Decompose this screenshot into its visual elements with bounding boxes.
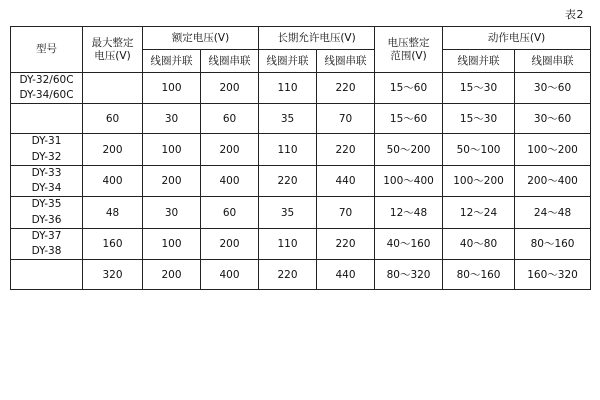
cell-max-setting-voltage: 160 xyxy=(83,228,143,259)
cell-action-parallel: 12～24 xyxy=(443,197,515,228)
header-voltage-setting-range-line2: 范围(V) xyxy=(390,49,427,62)
model-label: DY-36 xyxy=(31,213,62,226)
model-label: DY-34 xyxy=(31,182,62,195)
cell-action-parallel: 80～160 xyxy=(443,260,515,290)
cell-rated-parallel: 30 xyxy=(143,104,201,134)
cell-action-series: 100～200 xyxy=(515,134,591,165)
cell-allowed-parallel: 220 xyxy=(259,165,317,196)
cell-action-parallel: 40～80 xyxy=(443,228,515,259)
cell-action-parallel: 100～200 xyxy=(443,165,515,196)
relay-spec-table xyxy=(10,26,591,290)
cell-action-series: 24～48 xyxy=(515,197,591,228)
model-cell xyxy=(11,228,83,259)
cell-rated-series: 400 xyxy=(201,260,259,290)
cell-max-setting-voltage xyxy=(83,73,143,104)
header-max-setting-voltage xyxy=(83,27,143,73)
cell-rated-series: 60 xyxy=(201,104,259,134)
header-voltage-setting-range xyxy=(375,27,443,73)
table-header-row-top xyxy=(11,27,591,50)
model-label: DY-35 xyxy=(31,198,62,211)
cell-allowed-series: 220 xyxy=(317,228,375,259)
cell-max-setting-voltage: 200 xyxy=(83,134,143,165)
model-label: DY-33 xyxy=(31,166,62,179)
table-row xyxy=(11,104,591,134)
header-model: 型号 xyxy=(11,27,83,73)
cell-action-series: 160～320 xyxy=(515,260,591,290)
cell-allowed-series: 440 xyxy=(317,260,375,290)
cell-rated-parallel: 100 xyxy=(143,228,201,259)
cell-setting-range: 12～48 xyxy=(375,197,443,228)
table-row xyxy=(11,260,591,290)
cell-action-series: 80～160 xyxy=(515,228,591,259)
cell-rated-parallel: 30 xyxy=(143,197,201,228)
header-action-voltage: 动作电压(V) xyxy=(443,27,591,50)
model-label: DY-37 xyxy=(31,229,62,242)
cell-allowed-parallel: 35 xyxy=(259,197,317,228)
cell-allowed-series: 220 xyxy=(317,73,375,104)
cell-allowed-series: 70 xyxy=(317,197,375,228)
table-caption: 表2 xyxy=(565,8,584,21)
cell-allowed-parallel: 110 xyxy=(259,228,317,259)
model-label: DY-38 xyxy=(31,244,62,257)
cell-rated-series: 200 xyxy=(201,134,259,165)
model-label: DY-34/60C xyxy=(19,89,74,102)
table-row xyxy=(11,73,591,104)
model-cell xyxy=(11,134,83,165)
table-row xyxy=(11,228,591,259)
cell-allowed-parallel: 110 xyxy=(259,73,317,104)
cell-allowed-parallel: 110 xyxy=(259,134,317,165)
header-max-setting-voltage-line2: 电压(V) xyxy=(94,49,131,62)
cell-max-setting-voltage: 320 xyxy=(83,260,143,290)
model-cell xyxy=(11,197,83,228)
spec-table-container xyxy=(10,26,590,290)
table-row xyxy=(11,197,591,228)
cell-rated-parallel: 100 xyxy=(143,134,201,165)
cell-rated-series: 60 xyxy=(201,197,259,228)
model-cell xyxy=(11,165,83,196)
header-long-term-allowed-voltage: 长期允许电压(V) xyxy=(259,27,375,50)
table-row xyxy=(11,134,591,165)
cell-rated-parallel: 200 xyxy=(143,165,201,196)
cell-action-series: 30～60 xyxy=(515,73,591,104)
header-max-setting-voltage-line1: 最大整定 xyxy=(91,37,134,50)
cell-rated-series: 200 xyxy=(201,228,259,259)
cell-max-setting-voltage: 60 xyxy=(83,104,143,134)
cell-allowed-series: 220 xyxy=(317,134,375,165)
cell-action-series: 30～60 xyxy=(515,104,591,134)
header-voltage-setting-range-line1: 电压整定 xyxy=(387,37,430,50)
model-label: DY-32/60C xyxy=(19,74,74,86)
cell-rated-parallel: 200 xyxy=(143,260,201,290)
cell-setting-range: 15～60 xyxy=(375,73,443,104)
cell-action-parallel: 15～30 xyxy=(443,73,515,104)
model-cell xyxy=(11,73,83,104)
header-action-coil-series: 线圈串联 xyxy=(515,50,591,73)
cell-rated-series: 400 xyxy=(201,165,259,196)
cell-allowed-parallel: 220 xyxy=(259,260,317,290)
cell-max-setting-voltage: 48 xyxy=(83,197,143,228)
cell-setting-range: 50～200 xyxy=(375,134,443,165)
cell-setting-range: 80～320 xyxy=(375,260,443,290)
cell-rated-series: 200 xyxy=(201,73,259,104)
cell-action-series: 200～400 xyxy=(515,165,591,196)
cell-rated-parallel: 100 xyxy=(143,73,201,104)
header-rated-coil-parallel: 线圈并联 xyxy=(143,50,201,73)
header-rated-coil-series: 线圈串联 xyxy=(201,50,259,73)
model-cell xyxy=(11,104,83,134)
model-label: DY-31 xyxy=(31,135,62,148)
cell-setting-range: 100～400 xyxy=(375,165,443,196)
cell-allowed-series: 70 xyxy=(317,104,375,134)
cell-allowed-parallel: 35 xyxy=(259,104,317,134)
cell-setting-range: 40～160 xyxy=(375,228,443,259)
model-label: DY-32 xyxy=(31,150,62,163)
cell-setting-range: 15～60 xyxy=(375,104,443,134)
header-action-coil-parallel: 线圈并联 xyxy=(443,50,515,73)
cell-action-parallel: 15～30 xyxy=(443,104,515,134)
cell-allowed-series: 440 xyxy=(317,165,375,196)
table-row xyxy=(11,165,591,196)
model-cell xyxy=(11,260,83,290)
header-rated-voltage: 额定电压(V) xyxy=(143,27,259,50)
header-allowed-coil-series: 线圈串联 xyxy=(317,50,375,73)
cell-max-setting-voltage: 400 xyxy=(83,165,143,196)
header-allowed-coil-parallel: 线圈并联 xyxy=(259,50,317,73)
cell-action-parallel: 50～100 xyxy=(443,134,515,165)
